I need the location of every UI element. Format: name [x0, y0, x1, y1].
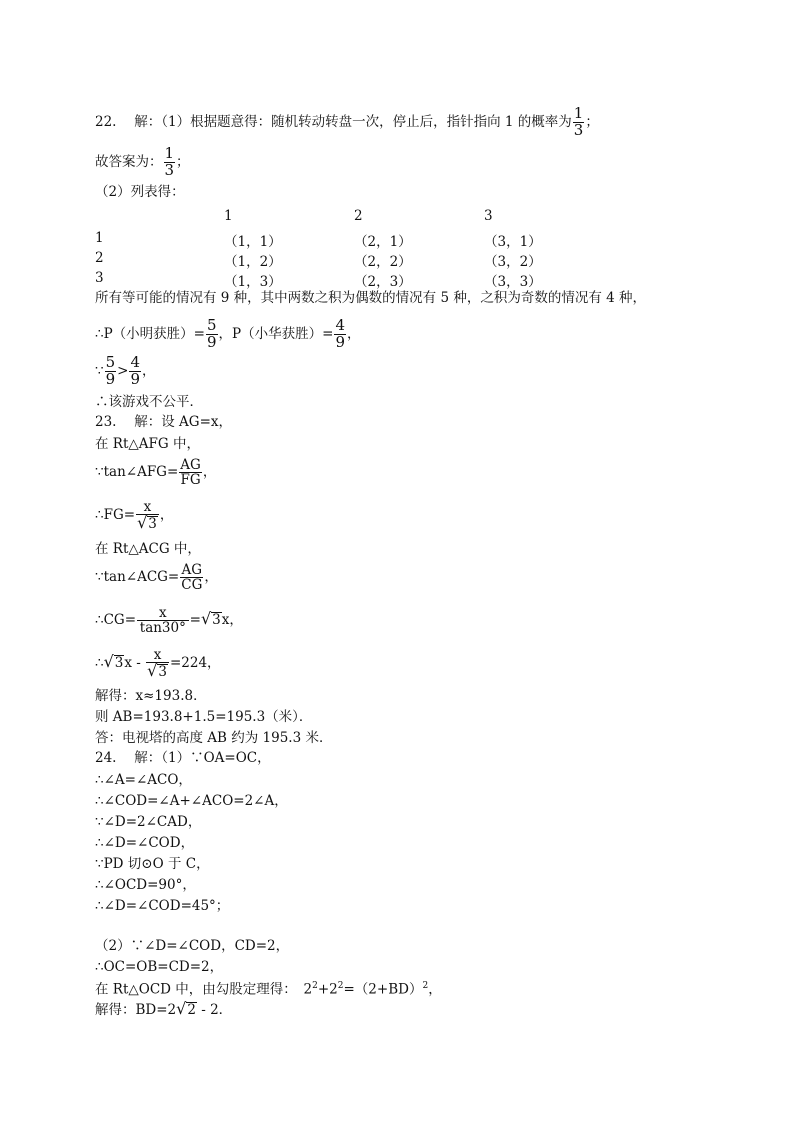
q24-line-5: ∴∠D=∠COD，	[95, 835, 195, 851]
q23-line-8: ∴ √ 3 x - x √ 3 =224，	[95, 647, 221, 681]
q24-line-11: 在 Rt△OCD 中，由勾股定理得： $2^2+2^2=(2+BD)^2$，	[95, 981, 442, 998]
table-cell: （1，1）	[224, 234, 282, 250]
q23-line-9: 解得：x≈193.8．	[95, 688, 207, 704]
q24-line-10: ∴OC=OB=CD=2，	[95, 959, 224, 975]
q23-line-5: 在 Rt△ACG 中，	[95, 541, 201, 557]
table-cell: （3，3）	[484, 274, 542, 290]
radical-sign: √	[200, 609, 212, 629]
fraction-one-third: $\frac{1}{3}$	[573, 104, 584, 139]
table-cell: （1，2）	[224, 254, 282, 270]
q23-line-10: 则 AB=193.8+1.5=195.3（米）．	[95, 709, 313, 725]
q23-line-2: 在 Rt△AFG 中，	[95, 436, 200, 452]
col-header: 2	[354, 208, 363, 224]
q24-line-12: 解得：BD=2 √ 2 - 2．	[95, 999, 233, 1018]
fraction-five-ninths: $\frac{5}{9}$	[206, 316, 217, 351]
radical-sign: √	[147, 661, 158, 681]
q22-compare-line: ∵ $\frac{5}{9}$ > $\frac{4}{9}$ ，	[95, 353, 156, 388]
fraction-x-over-tan30: $\frac{x}{\tan 30^\circ}$	[137, 606, 189, 635]
sqrt-three: √ 3	[200, 609, 221, 629]
q24-line-6: ∵PD 切⊙O 于 C，	[95, 856, 210, 872]
q22-conclusion: ∴该游戏不公平．	[95, 394, 203, 410]
fraction-five-ninths: $\frac{5}{9}$	[105, 353, 116, 388]
q22-part2: （2）列表得：	[95, 184, 185, 200]
fraction-x-over-sqrt3: x √ 3	[147, 647, 167, 681]
q24-line-8: ∴∠D=∠COD=45°；	[95, 898, 230, 914]
row-header: 2	[95, 250, 104, 266]
q23-line-7: ∴CG= $\frac{x}{\tan 30^\circ}$ = √ 3 x，	[95, 605, 243, 637]
q22-answer-line: 故答案为： $\frac{1}{3}$ ；	[95, 144, 190, 179]
radical-sign: √	[176, 999, 187, 1018]
table-cell: （2，1）	[354, 234, 412, 250]
col-header: 3	[484, 208, 493, 224]
q24-line-7: ∴∠OCD=90°，	[95, 877, 196, 893]
q22-line-1: 22. 解：（1）根据题意得：随机转动转盘一次，停止后，指针指向 1 的概率为 $\frac{1}{3}$ ；	[95, 104, 599, 139]
q23-line-6: ∵tan∠ACG= $\frac{AG}{CG}$ ，	[95, 562, 218, 594]
q24-line-4: ∵∠D=2∠CAD，	[95, 814, 202, 830]
table-cell: （1，3）	[224, 274, 282, 290]
q24-line-3: ∴∠COD=∠A+∠ACO=2∠A，	[95, 793, 288, 809]
sqrt-two: √ 2	[176, 999, 196, 1018]
sqrt-three: √ 3	[137, 513, 157, 533]
fraction-ag-over-cg: $\frac{AG}{CG}$	[181, 562, 203, 594]
table-cell: （2，2）	[354, 254, 412, 270]
fraction-one-third: $\frac{1}{3}$	[164, 144, 175, 179]
table-cell: （3，1）	[484, 234, 542, 250]
q24-line-9: （2）∵∠D=∠COD，CD=2，	[95, 938, 290, 954]
sqrt-three: √ 3	[147, 661, 167, 681]
row-header: 1	[95, 230, 104, 246]
q22-probability-line: ∴P（小明获胜）= $\frac{5}{9}$ ，P（小华获胜）= $\frac{4}{9}$ ，	[95, 316, 361, 351]
q22-summary: 所有等可能的情况有 9 种，其中两数之积为偶数的情况有 5 种，之积为奇数的情况有 4 种，	[95, 290, 647, 306]
table-cell: （3，2）	[484, 254, 542, 270]
radical-sign: √	[103, 652, 114, 672]
fraction-four-ninths: $\frac{4}{9}$	[335, 316, 345, 351]
q24-line-2: ∴∠A=∠ACO，	[95, 772, 192, 788]
q23-line-1: 23. 解：设 AG=x，	[95, 414, 233, 430]
q23-line-4: ∴FG= x √ 3 ，	[95, 499, 174, 533]
col-header: 1	[224, 208, 233, 224]
q23-line-11: 答：电视塔的高度 AB 约为 195.3 米．	[95, 730, 333, 746]
sqrt-three: √ 3	[103, 652, 124, 672]
row-header: 3	[95, 270, 104, 286]
table-cell: （2，3）	[354, 274, 412, 290]
q24-line-1: 24. 解：（1）∵OA=OC，	[95, 750, 271, 766]
fraction-four-ninths: $\frac{4}{9}$	[130, 353, 140, 388]
radical-sign: √	[137, 513, 148, 533]
q23-line-3: ∵tan∠AFG= $\frac{AG}{FG}$ ，	[95, 457, 217, 489]
fraction-x-over-sqrt3: x √ 3	[137, 499, 157, 533]
fraction-ag-over-fg: $\frac{AG}{FG}$	[180, 457, 201, 489]
